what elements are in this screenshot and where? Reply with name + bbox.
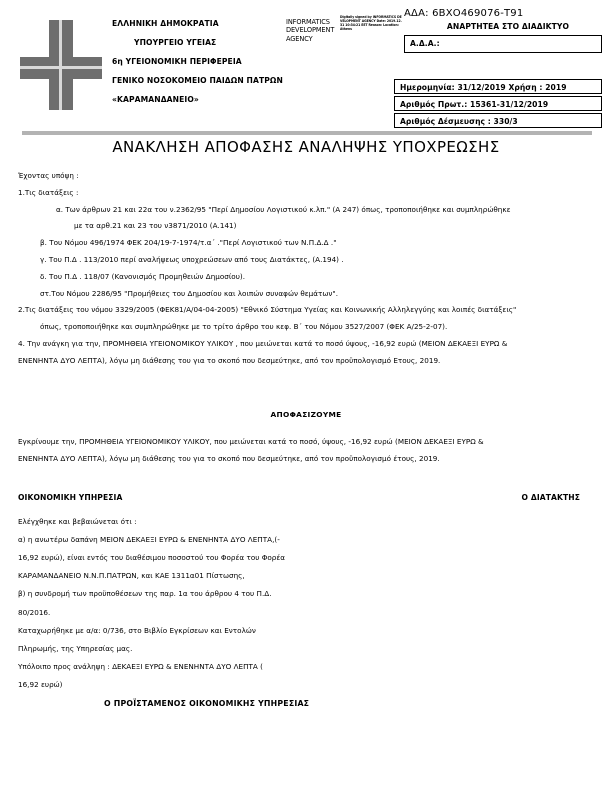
provision-2-line1: 2.Τις διατάξεις του νόμου 3329/2005 (ΦΕΚ81/Α/04-04-2005) "Εθνικό Σύστημα Υγείας και Κοινωνικής Αλληλεγγύης και λοιπές διατάξεις" <box>18 305 517 315</box>
decision-line2: ΕΝΕΝΗΝΤΑ ΔΥΟ ΛΕΠΤΑ), λόγω μη διάθεσης του για το σκοπό που δεσμεύτηκε, από τον προϋπολογισμό έτους, 2019. <box>18 453 440 463</box>
date-box: Ημερομηνία: 31/12/2019 Χρήση : 2019 <box>394 79 602 94</box>
financial-service-heading: ΟΙΚΟΝΟΜΙΚΗ ΥΠΗΡΕΣΙΑ <box>18 492 123 502</box>
ada-number: ΑΔΑ: 6ΒΧΟ469076-Τ91 <box>404 8 524 19</box>
balance-line2: 16,92 ευρώ) <box>18 680 63 690</box>
verify-b-line2: 80/2016. <box>18 607 51 617</box>
org-line-hospital-name: «ΚΑΡΑΜΑΝΔΑΝΕΙΟ» <box>112 95 199 105</box>
page-title: ΑΝΑΚΛΗΣΗ ΑΠΟΦΑΣΗΣ ΑΝΑΛΗΨΗΣ ΥΠΟΧΡΕΩΣΗΣ <box>112 138 500 156</box>
verification-block <box>18 518 336 689</box>
verify-b-line1: β) η συνδρομή των προϋποθέσεων της παρ. 1α του άρθρου 4 του Π.Δ. <box>18 589 272 599</box>
provision-1c: γ. Του Π.Δ . 113/2010 περί αναλήψεως υποχρεώσεων από τους Διατάκτες, (Α.194) . <box>40 254 344 264</box>
registered-line1: Καταχωρήθηκε με α/α: 0/736, στο Βιβλίο Εγκρίσεων και Εντολών <box>18 625 256 635</box>
commitment-number-box: Αριθμός Δέσμευσης : 330/3 <box>394 113 602 128</box>
provisions-heading: 1.Τις διατάξεις : <box>18 187 79 197</box>
registered-line2: Πληρωμής, της Υπηρεσίας μας. <box>18 643 133 653</box>
provision-1b: β. Του Νόμου 496/1974 ΦΕΚ 204/19-7-1974/τ.α΄ ."Περί Λογιστικού των Ν.Π.Δ.Δ ." <box>40 238 337 248</box>
document-body <box>18 172 594 707</box>
verify-a-line1: α) η ανωτέρω δαπάνη ΜΕΙΟΝ ΔΕΚΑΕΞΙ ΕΥΡΩ & ΕΝΕΝΗΝΤΑ ΔΥΟ ΛΕΠΤΑ,(- <box>18 534 280 544</box>
provision-1st: στ.Του Νόμου 2286/95 "Προμήθειες του Δημοσίου και λοιπών συναφών θεμάτων". <box>40 288 339 298</box>
balance-line1: Υπόλοιπο προς ανάληψη : ΔΕΚΑΕΞΙ ΕΥΡΩ & ΕΝΕΝΗΝΤΑ ΔΥΟ ΛΕΠΤΑ ( <box>18 662 263 672</box>
document-header <box>0 0 612 126</box>
provision-1d: δ. Του Π.Δ . 118/07 (Κανονισμός Προμηθειών Δημοσίου). <box>40 271 246 281</box>
ada-box: Α.Δ.Α.: <box>404 35 602 53</box>
informatics-development-agency-stamp: INFORMATICS DEVELOPMENT AGENCY <box>286 18 335 43</box>
anartitea-label: ΑΝΑΡΤΗΤΕΑ ΣΤΟ ΔΙΑΔΙΚΤΥΟ <box>446 22 570 31</box>
protocol-number-box: Αριθμός Πρωτ.: 15361-31/12/2019 <box>394 96 602 111</box>
verify-intro: Ελέγχθηκε και βεβαιώνεται ότι : <box>18 516 137 526</box>
verify-a-line2: 16,92 ευρώ), είναι εντός του διαθέσιμου ποσοστού του Φορέα του Φορέα <box>18 552 286 562</box>
provision-1a-line1: α. Των άρθρων 21 και 22α του ν.2362/95 "Περί Δημοσίου Λογιστικού κ.λπ." (Α 247) όπως, τροποποιήθηκε και συμπληρώθηκε <box>56 204 511 214</box>
decision-heading: ΑΠΟΦΑΣΙΖΟΥΜΕ <box>270 409 342 419</box>
department-head-signature-heading: Ο ΠΡΟΪΣΤΑΜΕΝΟΣ ΟΙΚΟΝΟΜΙΚΗΣ ΥΠΗΡΕΣΙΑΣ <box>104 698 310 708</box>
provision-4-line2: ΕΝΕΝΗΝΤΑ ΔΥΟ ΛΕΠΤΑ), λόγω μη διάθεσης του για το σκοπό που δεσμεύτηκε, από τον προϋπολογισμό Ετους, 2019. <box>18 355 441 365</box>
organization-block <box>112 20 307 115</box>
org-line-ministry: ΥΠΟΥΡΓΕΙΟ ΥΓΕΙΑΣ <box>134 38 217 48</box>
signature-columns <box>18 494 594 508</box>
provision-2-line2: όπως, τροποποιήθηκε και συμπληρώθηκε με το τρίτο άρθρο του κεφ. Β΄ του Νόμου 3527/2007 (ΦΕΚ Α/25-2-07). <box>40 322 448 332</box>
decision-line1: Εγκρίνουμε την, ΠΡΟΜΗΘΕΙΑ ΥΓΕΙΟΝΟΜΙΚΟΥ ΥΛΙΚΟΥ, που μειώνεται κατά το ποσό, ύψους, -16,92 ευρώ (ΜΕΙΟΝ ΔΕΚΑΕΞΙ ΕΥΡΩ & <box>18 436 484 446</box>
header-divider <box>22 131 592 135</box>
provision-1a-line2: με τα αρθ.21 και 23 του ν3871/2010 (Α.141) <box>74 221 237 231</box>
org-line-region: 6η ΥΓΕΙΟΝΟΜΙΚΗ ΠΕΡΙΦΕΡΕΙΑ <box>112 57 242 67</box>
intro-text: Έχοντας υπόψη : <box>18 171 79 180</box>
authorizing-officer-heading: Ο ΔΙΑΤΑΚΤΗΣ <box>521 492 580 502</box>
greek-health-cross-logo <box>18 16 104 114</box>
digital-signature-stamp: Digitally signed by INFORMATICS DEVELOPMENT AGENCY Date: 2019.12.31 10:34:21 EET Reason: Location: Athens <box>340 15 402 31</box>
org-line-republic: ΕΛΛΗΝΙΚΗ ΔΗΜΟΚΡΑΤΙΑ <box>112 19 219 28</box>
org-line-hospital: ΓΕΝΙΚΟ ΝΟΣΟΚΟΜΕΙΟ ΠΑΙΔΩΝ ΠΑΤΡΩΝ <box>112 76 283 86</box>
verify-a-line3: ΚΑΡΑΜΑΝΔΑΝΕΙΟ Ν.Ν.Π.ΠΑΤΡΩΝ, και ΚΑΕ 1311α01 Πίστωσης, <box>18 571 245 581</box>
provision-4-line1: 4. Την ανάγκη για την, ΠΡΟΜΗΘΕΙΑ ΥΓΕΙΟΝΟΜΙΚΟΥ ΥΛΙΚΟΥ , που μειώνεται κατά το ποσό ύψους, -16,92 ευρώ (ΜΕΙΟΝ ΔΕΚΑΕΞΙ ΕΥΡΩ & <box>18 338 508 348</box>
